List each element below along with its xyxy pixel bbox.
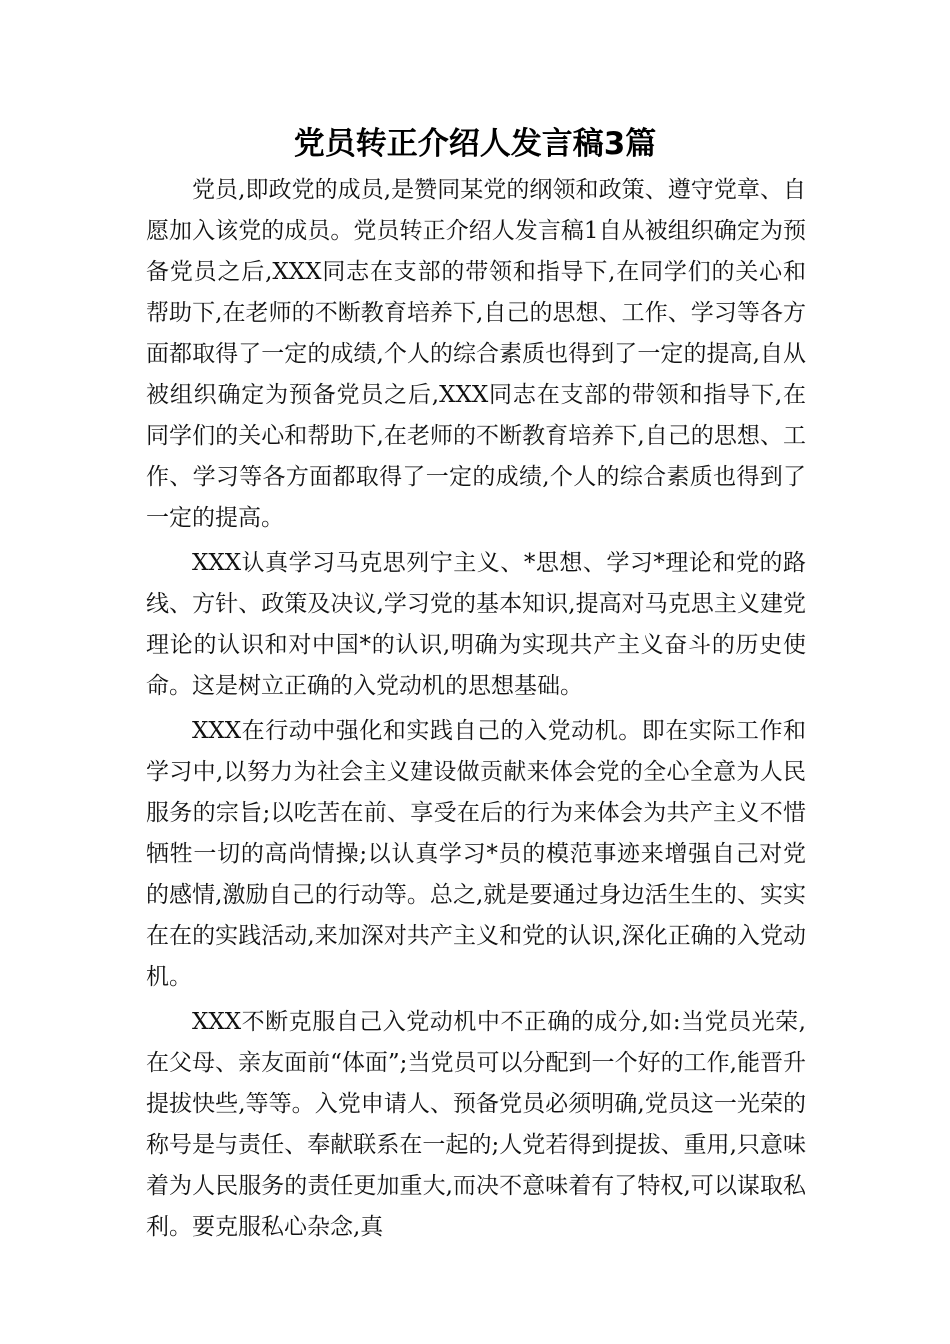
- document-title: 党员转正介绍人发言稿3篇: [293, 126, 657, 162]
- paragraph-3: XXX在行动中强化和实践自己的入党动机。即在实际工作和学习中,以努力为社会主义建设做贡献来体会党的全心全意为人民服务的宗旨;以吃苦在前、享受在后的行为来体会为共产主义不惜牺牲一切的高尚情操;以认真学习*员的模范事迹来增强自己对党的感情,激励自己的行动等。总之,就是要通过身边活生生的、实实在在的实践活动,来加深对共产主义和党的认识,深化正确的入党动机。: [146, 718, 806, 990]
- paragraph-4: XXX不断克服自己入党动机中不正确的成分,如:当党员光荣,在父母、亲友面前“体面”;当党员可以分配到一个好的工作,能晋升提拔快些,等等。入党申请人、预备党员必须明确,党员这一光荣的称号是与责任、奉献联系在一起的;人党若得到提拔、重用,只意味着为人民服务的责任更加重大,而决不意味着有了特权,可以谋取私利。要克服私心杂念,真: [146, 1009, 806, 1240]
- document-body: [146, 170, 806, 1252]
- paragraph-1: 党员,即政党的成员,是赞同某党的纲领和政策、遵守党章、自愿加入该党的成员。党员转正介绍人发言稿1自从被组织确定为预备党员之后,XXX同志在支部的带领和指导下,在同学们的关心和帮助下,在老师的不断教育培养下,自己的思想、工作、学习等各方面都取得了一定的成绩,个人的综合素质也得到了一定的提高,自从被组织确定为预备党员之后,XXX同志在支部的带领和指导下,在同学们的关心和帮助下,在老师的不断教育培养下,自己的思想、工作、学习等各方面都取得了一定的成绩,个人的综合素质也得到了一定的提高。: [146, 177, 806, 531]
- paragraph-2: XXX认真学习马克思列宁主义、*思想、学习*理论和党的路线、方针、政策及决议,学习党的基本知识,提高对马克思主义建党理论的认识和对中国*的认识,明确为实现共产主义奋斗的历史使命。这是树立正确的入党动机的思想基础。: [146, 550, 806, 699]
